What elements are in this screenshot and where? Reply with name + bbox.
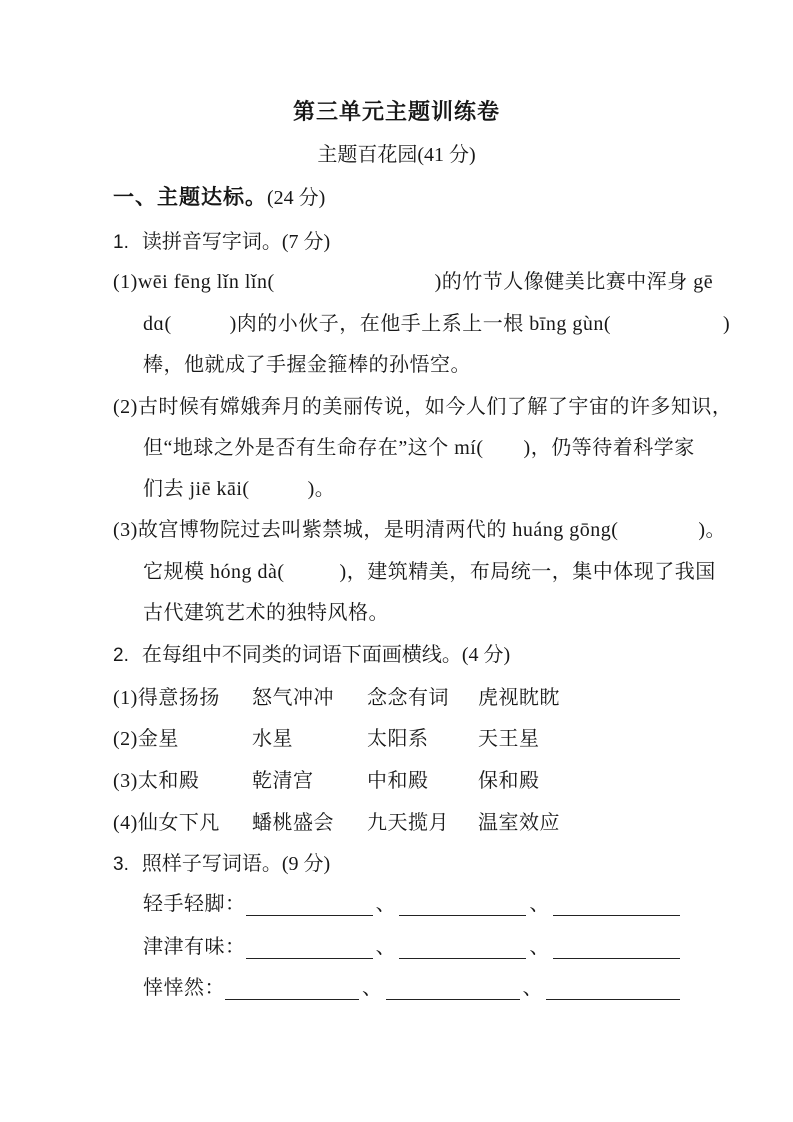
answer-gap — [172, 329, 230, 330]
section-heading — [113, 183, 325, 212]
q1-item1-line1-pre: (1)wēi fēng lǐn lǐn( — [113, 271, 275, 293]
q2-row4-word4: 温室效应 — [478, 812, 560, 834]
q1-item1-line3: 棒，他就成了手握金箍棒的孙悟空。 — [143, 354, 471, 376]
q2-row2-word2: 水星 — [252, 728, 293, 750]
blank-separator: 、 — [529, 893, 550, 915]
q1-item3-line2 — [143, 558, 716, 586]
q1-item2-line3 — [143, 475, 335, 503]
q3-row1-label: 轻手轻脚： — [143, 893, 246, 915]
q2-row1-word3: 念念有词 — [367, 687, 449, 709]
blank-separator: 、 — [362, 977, 383, 999]
answer-blank — [553, 934, 680, 959]
q2-row2-col1 — [113, 725, 252, 753]
q2-row4-label: (4) — [113, 812, 138, 834]
q1-item2-line1: (2)古时候有嫦娥奔月的美丽传说，如今人们了解了宇宙的许多知识， — [113, 396, 733, 418]
answer-blank — [246, 891, 373, 916]
answer-gap — [484, 453, 524, 454]
q2-row-4 — [113, 809, 560, 837]
blank-separator: 、 — [529, 936, 550, 958]
q2-row1-label: (1) — [113, 687, 138, 709]
q2-row-2 — [113, 725, 540, 753]
q2-row1-word1: 得意扬扬 — [137, 687, 220, 709]
q1-item1-line2-pre: dɑ( — [143, 313, 172, 335]
q2-row2-word3: 太阳系 — [367, 728, 429, 750]
q2-row3-label: (3) — [113, 770, 138, 792]
blank-separator: 、 — [522, 977, 543, 999]
page-subtitle: 主题百花园(41 分) — [317, 144, 476, 166]
q1-item2-line2-pre: 但“地球之外是否有生命存在”这个 mí( — [143, 437, 484, 459]
answer-blank — [399, 891, 526, 916]
page-title: 第三单元主题训练卷 — [292, 100, 500, 125]
q3-row3-label: 悻悻然： — [143, 977, 225, 999]
question-1-number: 1. — [113, 232, 129, 253]
q2-row3-col1 — [113, 767, 252, 795]
answer-blank — [546, 975, 680, 1000]
q1-item1-line2-mid: )肉的小伙子，在他手上系上一根 bīng gùn( — [229, 313, 612, 335]
blank-separator: 、 — [375, 893, 397, 915]
answer-blank — [399, 934, 526, 959]
question-1-text: 读拼音写字词。(7 分) — [141, 231, 331, 253]
q2-row1-word4: 虎视眈眈 — [478, 687, 560, 709]
q2-row3-word3: 中和殿 — [367, 770, 429, 792]
q2-row3-word1: 太和殿 — [137, 770, 200, 792]
question-1-heading — [113, 228, 330, 257]
q2-row1-col1 — [113, 684, 252, 712]
q2-row4-word3: 九天揽月 — [367, 812, 449, 834]
q2-row2-word4: 天王星 — [478, 728, 540, 750]
q2-row4-word2: 蟠桃盛会 — [252, 812, 334, 834]
answer-gap — [275, 287, 435, 288]
question-2-number: 2. — [113, 645, 129, 666]
q3-row-3 — [143, 975, 680, 1001]
q2-row4-word1: 仙女下凡 — [137, 812, 220, 834]
q1-item3-line1 — [113, 516, 726, 544]
answer-blank — [553, 891, 680, 916]
q2-row1-word2: 怒气冲冲 — [252, 687, 334, 709]
q2-row2-label: (2) — [113, 728, 138, 750]
q1-item2-line2-post: )，仍等待着科学家 — [523, 437, 695, 459]
section-score: (24 分) — [267, 187, 326, 209]
question-3-heading — [113, 850, 330, 879]
q3-row2-label: 津津有味： — [143, 936, 246, 958]
answer-blank — [225, 975, 359, 1000]
q2-row2-word1: 金星 — [137, 728, 179, 750]
q1-item3-line2-post: )，建筑精美，布局统一，集中体现了我国 — [339, 561, 716, 583]
q1-item2-line3-pre: 们去 jiē kāi( — [143, 478, 250, 500]
q2-row4-col1 — [113, 809, 252, 837]
answer-gap — [285, 577, 340, 578]
q1-item3-line2-pre: 它规模 hóng dà( — [143, 561, 285, 583]
q1-item3-line1-pre: (3)故宫博物院过去叫紫禁城，是明清两代的 huáng gōng( — [113, 519, 619, 541]
q2-row-1 — [113, 684, 560, 712]
q1-item1-line2 — [143, 310, 730, 338]
q1-item1-line2-post: ) — [723, 313, 731, 335]
question-2-heading — [113, 641, 510, 670]
blank-separator: 、 — [375, 936, 397, 958]
question-2-text: 在每组中不同类的词语下面画横线。(4 分) — [141, 644, 511, 666]
q1-item3-line3: 古代建筑艺术的独特风格。 — [143, 602, 389, 624]
q3-row-2 — [143, 934, 680, 960]
answer-gap — [618, 535, 698, 536]
q1-item1-line1-post: )的竹节人像健美比赛中浑身 gē — [434, 271, 714, 293]
question-3-number: 3. — [113, 854, 129, 875]
answer-gap — [611, 329, 723, 330]
q3-row-1 — [143, 891, 680, 917]
q1-item1-line1 — [113, 268, 713, 296]
section-title: 一、主题达标。 — [113, 185, 267, 209]
q1-item2-line3-post: )。 — [307, 478, 336, 500]
answer-blank — [246, 934, 373, 959]
q2-row3-word4: 保和殿 — [478, 770, 540, 792]
answer-blank — [386, 975, 520, 1000]
question-3-text: 照样子写词语。(9 分) — [141, 853, 331, 875]
answer-gap — [250, 494, 308, 495]
q2-row-3 — [113, 767, 540, 795]
q1-item2-line2 — [143, 434, 695, 462]
q2-row3-word2: 乾清宫 — [252, 770, 314, 792]
q1-item3-line1-post: )。 — [698, 519, 727, 541]
